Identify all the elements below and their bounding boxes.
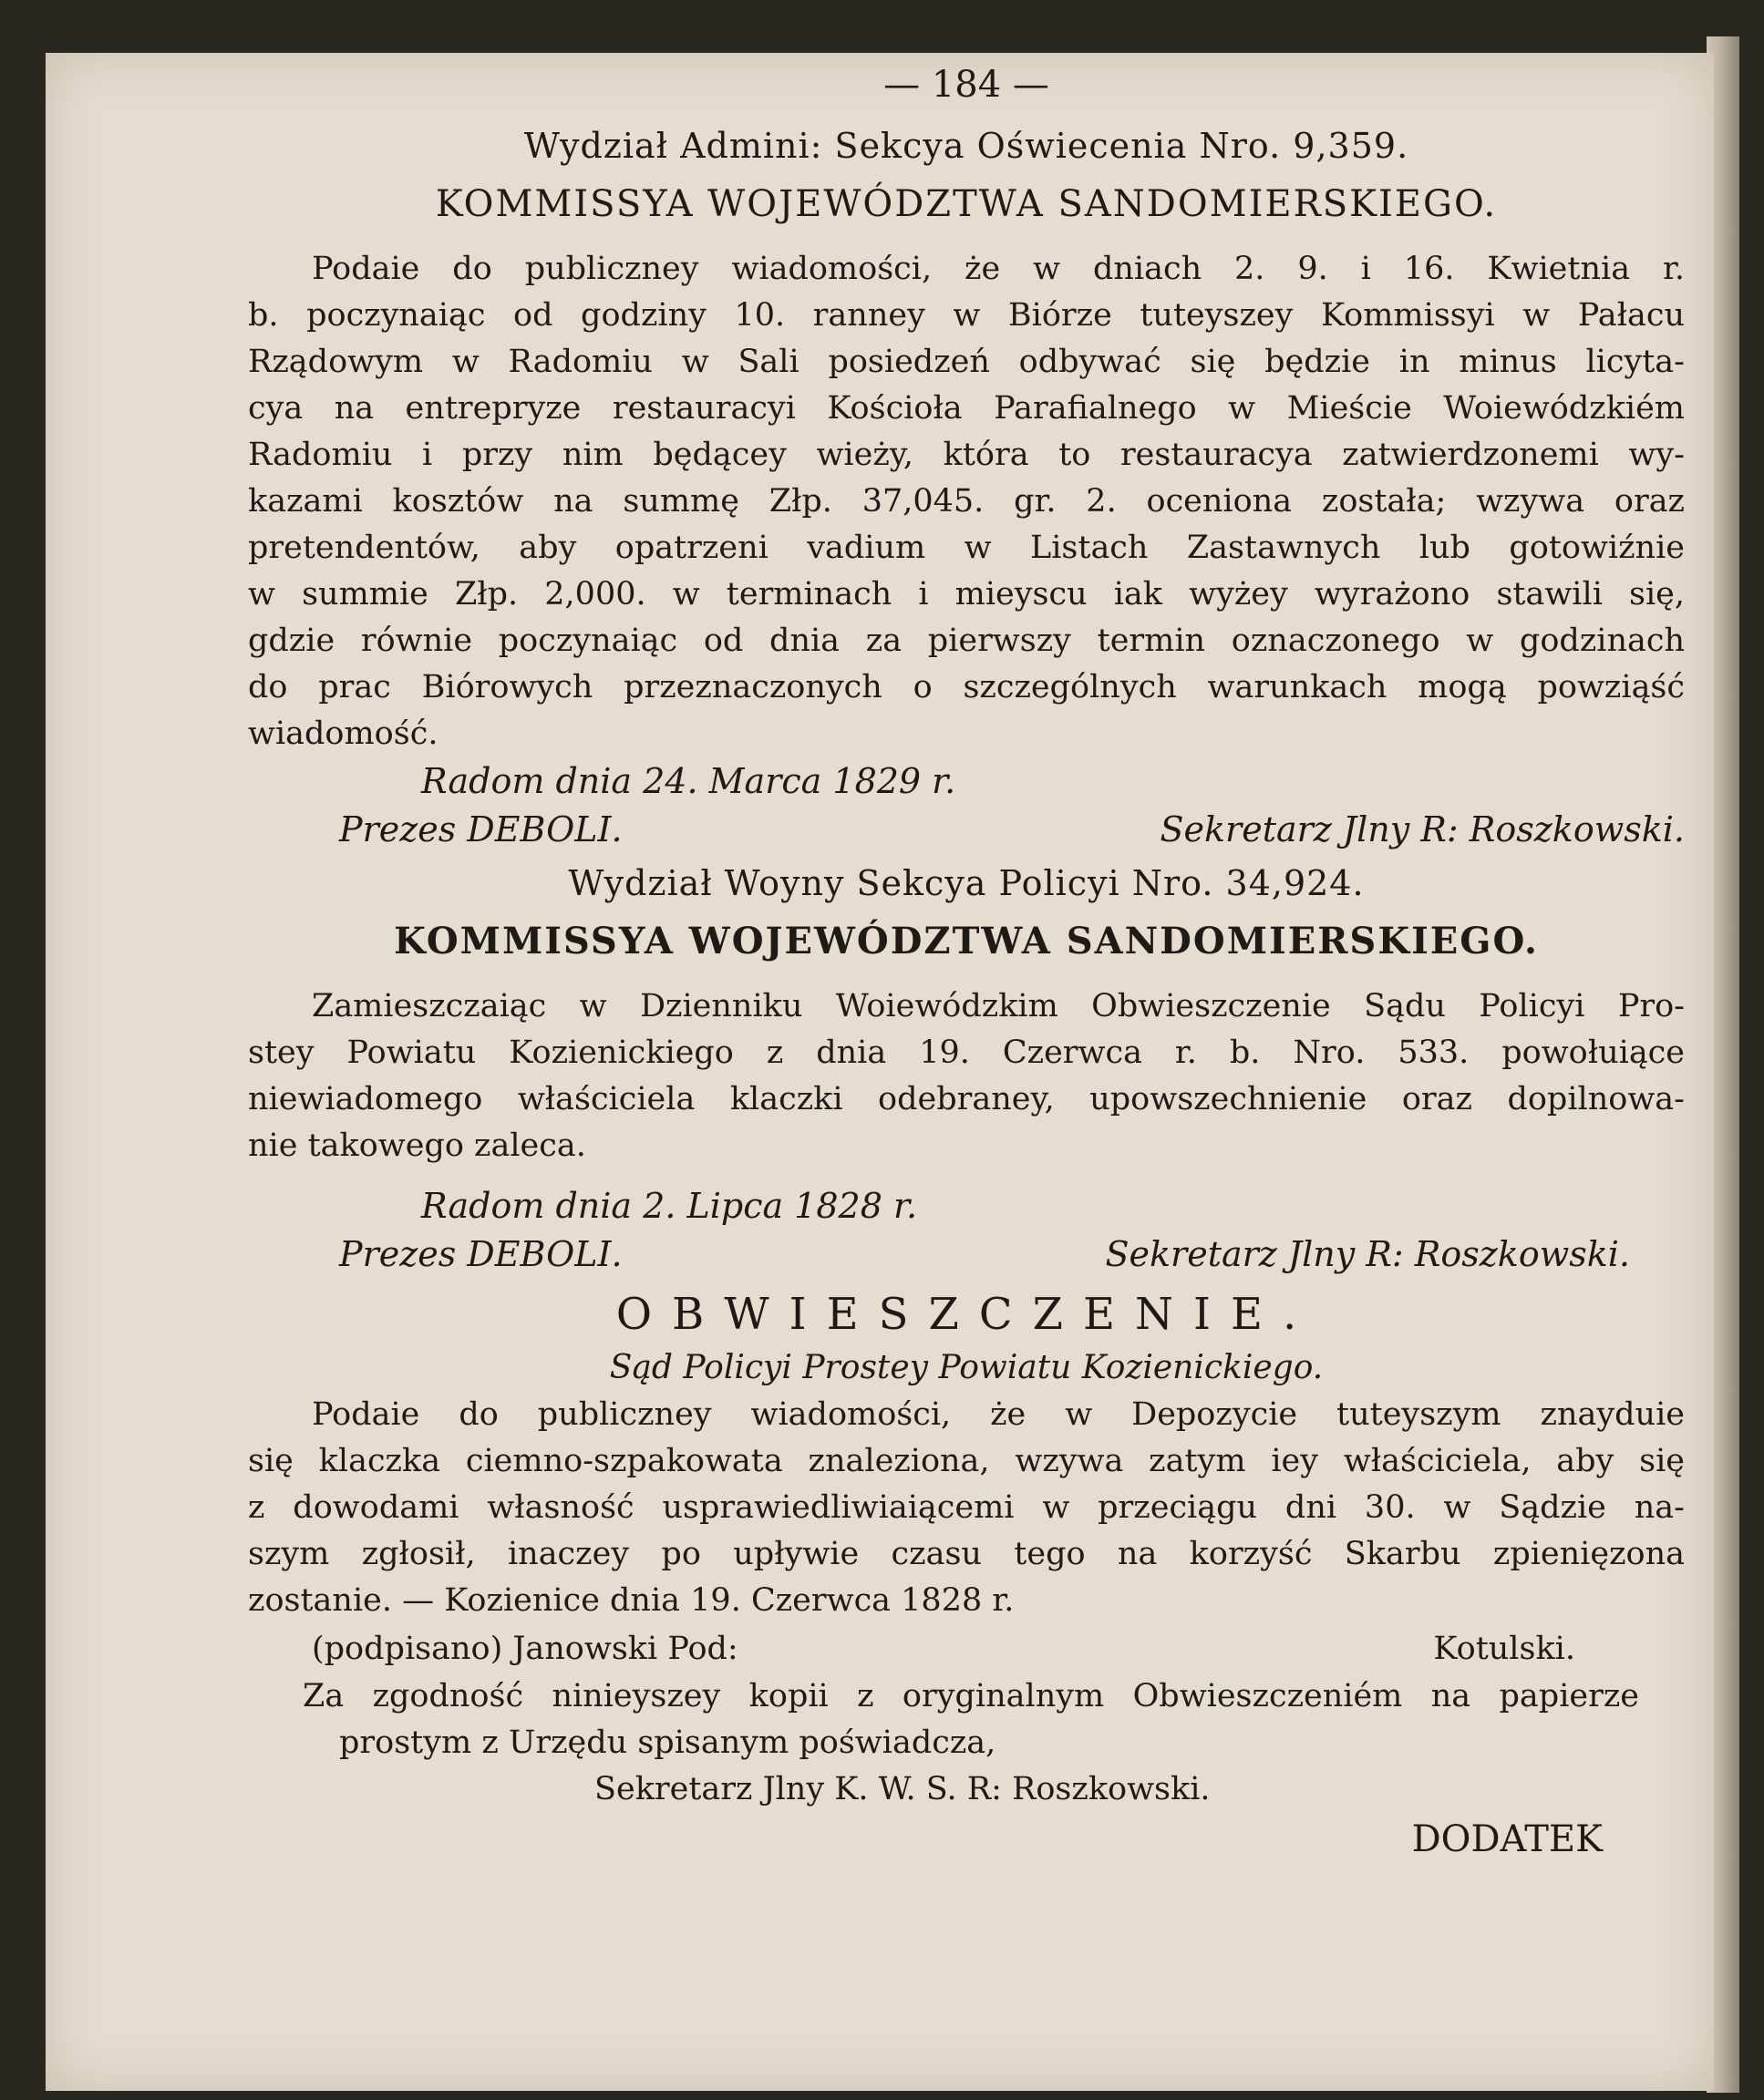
notice2-title: KOMMISSYA WOJEWÓDZTWA SANDOMIERSKIEGO.	[394, 920, 1539, 962]
notice1-header: Wydział Admini: Sekcya Oświecenia Nro. 9,359.	[523, 126, 1409, 166]
notice3-signed-right: Kotulski.	[1433, 1631, 1575, 1667]
notice1-line: Radomiu i przy nim będącey wieży, która to restauracya zatwierdzonemi wy-	[248, 437, 1685, 473]
notice3-line: z dowodami własność usprawiedliwiaiącemi w przeciągu dni 30. w Sądzie na-	[248, 1489, 1685, 1526]
notice3-subtitle: Sąd Policyi Prostey Powiatu Kozienickiego.	[609, 1349, 1324, 1386]
notice1-line: do prac Biórowych przeznaczonych o szczególnych warunkach mogą powziąść	[248, 669, 1685, 705]
notice1-signatures	[248, 805, 1685, 854]
notice3-signed	[248, 1624, 1685, 1673]
notice1-line: w summie Złp. 2,000. w terminach i mieyscu iak wyżey wyrażono stawili się,	[248, 576, 1685, 612]
notice2-president: Prezes DEBOLI.	[339, 1234, 623, 1274]
page-number: — 184 —	[883, 64, 1049, 106]
notice3-line: się klaczka ciemno-szpakowata znaleziona, wzywa zatym iey właściciela, aby się	[248, 1443, 1685, 1479]
notice1-line: cya na entrepryze restauracyi Kościoła Parafialnego w Mieście Woiewódzkiém	[248, 390, 1685, 427]
notice3-certification-line: prostym z Urzędu spisanym poświadcza,	[339, 1724, 996, 1761]
notice1-secretary: Sekretarz Jlny R: Roszkowski.	[1160, 809, 1685, 849]
notice1-line: pretendentów, aby opatrzeni vadium w Listach Zastawnych lub gotowiźnie	[248, 530, 1685, 566]
notice2-secretary: Sekretarz Jlny R: Roszkowski.	[1105, 1234, 1630, 1274]
notice1-title: KOMMISSYA WOJEWÓDZTWA SANDOMIERSKIEGO.	[435, 183, 1498, 225]
notice2-line: niewiadomego właściciela klaczki odebraney, upowszechnienie oraz dopilnowa-	[248, 1081, 1685, 1117]
notice3-line: zostanie. — Kozienice dnia 19. Czerwca 1828 r.	[248, 1582, 1015, 1619]
page-content	[248, 53, 1685, 1866]
notice2-header: Wydział Woyny Sekcya Policyi Nro. 34,924.	[568, 863, 1365, 903]
notice3-signed-left: (podpisano) Janowski Pod:	[312, 1631, 738, 1667]
notice3-certified-by: Sekretarz Jlny K. W. S. R: Roszkowski.	[594, 1771, 1211, 1807]
notice1-line: b. poczynaiąc od godziny 10. ranney w Biórze tuteyszey Kommissyi w Pałacu	[248, 297, 1685, 334]
notice1-line: Rządowym w Radomiu w Sali posiedzeń odbywać się będzie in minus licyta-	[248, 344, 1685, 380]
notice1-line: gdzie równie poczynaiąc od dnia za pierwszy termin oznaczonego w godzinach	[248, 623, 1685, 659]
notice2-date: Radom dnia 2. Lipca 1828 r.	[421, 1186, 918, 1226]
notice1-line: kazami kosztów na summę Złp. 37,045. gr. 2. oceniona została; wzywa oraz	[248, 483, 1685, 520]
notice2-line: stey Powiatu Kozienickiego z dnia 19. Czerwca r. b. Nro. 533. powołuiące	[248, 1035, 1685, 1071]
notice1-line: wiadomość.	[248, 715, 438, 752]
notice2-line: nie takowego zaleca.	[248, 1127, 586, 1164]
notice3-line: Podaie do publiczney wiadomości, że w Depozycie tuteyszym znayduie	[312, 1396, 1685, 1433]
notice1-president: Prezes DEBOLI.	[339, 809, 623, 849]
notice3-title: OBWIESZCZENIE.	[615, 1289, 1317, 1340]
notice3-certification-line: Za zgodność ninieyszey kopii z oryginalnym Obwieszczeniém na papierze	[303, 1678, 1639, 1714]
notice2-signatures	[248, 1230, 1685, 1279]
notice1-date: Radom dnia 24. Marca 1829 r.	[421, 761, 956, 801]
notice3-line: szym zgłosił, inaczey po upływie czasu tego na korzyść Skarbu zpienięzona	[248, 1536, 1685, 1572]
footer-word: DODATEK	[1411, 1818, 1603, 1860]
notice2-line: Zamieszczaiąc w Dzienniku Woiewódzkim Obwieszczenie Sądu Policyi Pro-	[312, 988, 1685, 1024]
notice1-line: Podaie do publiczney wiadomości, że w dniach 2. 9. i 16. Kwietnia r.	[312, 251, 1685, 287]
